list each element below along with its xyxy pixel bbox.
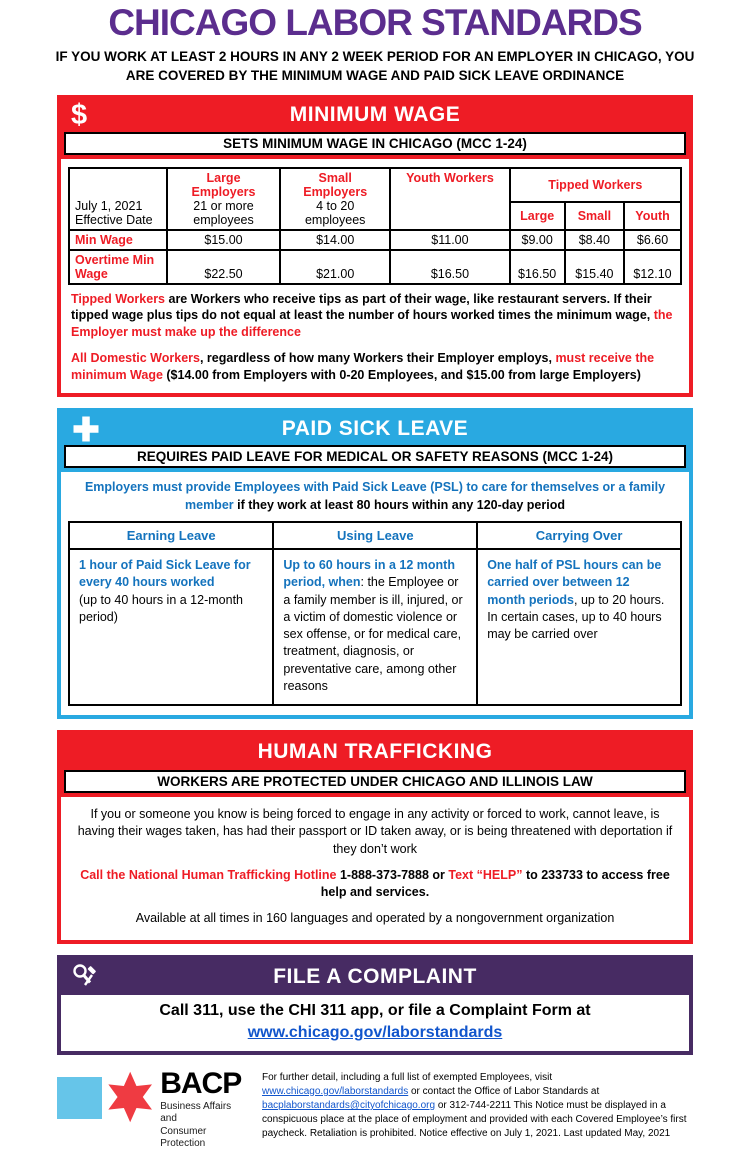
- bacp-tagline: Business Affairs and Consumer Protection: [160, 1100, 232, 1150]
- paid-sick-leave-heading: PAID SICK LEAVE: [281, 416, 469, 440]
- page-title: CHICAGO LABOR STANDARDS: [108, 2, 642, 43]
- footer-link-laborstandards[interactable]: www.chicago.gov/laborstandards: [262, 1085, 409, 1097]
- large-employers-header: Large Employers 21 or more employees: [167, 168, 280, 230]
- file-complaint-header: [61, 959, 689, 995]
- footer: [57, 1066, 693, 1151]
- ht-paragraph-3: Available at all times in 160 languages and operated by a nongovernment organization: [135, 911, 615, 926]
- psl-table: [68, 521, 682, 706]
- human-trafficking-header: [61, 734, 689, 770]
- ht-hotline-paragraph: Call the National Human Trafficking Hotline 1-888-373-7888 or Text “HELP” to 233733 to access free help and services.: [80, 867, 670, 900]
- chicago-star-icon: [104, 1069, 156, 1125]
- psl-intro: Employers must provide Employees with Paid Sick Leave (PSL) to care for themselves or a family member if they work at least 80 hours within any 120-day period: [84, 480, 666, 512]
- file-complaint-heading: FILE A COMPLAINT: [273, 964, 477, 988]
- tipped-workers-header: Tipped Workers: [510, 168, 681, 202]
- human-trafficking-section: [57, 730, 693, 944]
- dollar-icon: $: [71, 98, 88, 131]
- bacp-logo: [57, 1066, 248, 1151]
- human-trafficking-header-block: [61, 734, 689, 797]
- earning-leave-header: Earning Leave: [69, 522, 273, 549]
- min-wage-tipped-small: $8.40: [565, 230, 624, 250]
- page-subtitle: IF YOU WORK AT LEAST 2 HOURS IN ANY 2 WEEK PERIOD FOR AN EMPLOYER IN CHICAGO, YOU ARE COVERED BY THE MINIMUM WAGE AND PAID SICK LEAVE ORDINANCE: [55, 48, 695, 83]
- minimum-wage-table: [68, 167, 682, 285]
- medical-cross-icon: [71, 412, 101, 445]
- tipped-small-header: Small: [565, 202, 624, 230]
- using-leave-body: Up to 60 hours in a 12 month period, when: the Employee or a family member is ill, injured, or a victim of domestic violence or sex offense, or for medical care, treatment, diagnosis, or preventative care, among other reasons: [273, 549, 477, 705]
- overtime-tipped-small: $15.40: [565, 250, 624, 284]
- minimum-wage-subheading: SETS MINIMUM WAGE IN CHICAGO (MCC 1-24): [64, 132, 686, 155]
- human-trafficking-subheading: WORKERS ARE PROTECTED UNDER CHICAGO AND ILLINOIS LAW: [64, 770, 686, 793]
- min-wage-tipped-youth: $6.60: [624, 230, 681, 250]
- paid-sick-leave-header: [61, 412, 689, 445]
- youth-workers-header: Youth Workers: [390, 168, 509, 230]
- minimum-wage-heading: MINIMUM WAGE: [289, 103, 461, 127]
- tipped-youth-header: Youth: [624, 202, 681, 230]
- overtime-youth: $16.50: [390, 250, 509, 284]
- carrying-over-body: One half of PSL hours can be carried over between 12 month periods, up to 20 hours. In certain cases, up to 40 hours may be carried over: [477, 549, 681, 705]
- min-wage-tipped-large: $9.00: [510, 230, 565, 250]
- file-complaint-section: [57, 955, 693, 1055]
- tipped-large-header: Large: [510, 202, 565, 230]
- overtime-min-wage-row: [69, 250, 681, 284]
- domestic-workers-note: All Domestic Workers, regardless of how many Workers their Employer employs, must receive the minimum Wage ($14.00 from Employers with 0-20 Employees, and $15.00 from large Employers): [71, 351, 655, 382]
- complaint-link[interactable]: www.chicago.gov/laborstandards: [247, 1023, 503, 1041]
- min-wage-small: $14.00: [280, 230, 390, 250]
- ht-paragraph-1: If you or someone you know is being forced to engage in any activity or forced to work, cannot leave, is having their wages taken, has had their passport or ID taken away, or is being threatened with deportation if they don’t work: [77, 807, 673, 856]
- min-wage-label: Min Wage: [69, 230, 167, 250]
- min-wage-large: $15.00: [167, 230, 280, 250]
- overtime-small: $21.00: [280, 250, 390, 284]
- overtime-label: Overtime Min Wage: [69, 250, 167, 284]
- earning-leave-body: 1 hour of Paid Sick Leave for every 40 hours worked (up to 40 hours in a 12-month period): [69, 549, 273, 705]
- overtime-tipped-youth: $12.10: [624, 250, 681, 284]
- small-employers-header: Small Employers 4 to 20 employees: [280, 168, 390, 230]
- using-leave-header: Using Leave: [273, 522, 477, 549]
- paid-sick-leave-header-block: [61, 412, 689, 472]
- bacp-acronym: BACP: [160, 1066, 242, 1100]
- overtime-large: $22.50: [167, 250, 280, 284]
- tipped-workers-note: Tipped Workers are Workers who receive tips as part of their wage, like restaurant servers. If their tipped wage plus tips do not equal at least the number of hours worked times the minimum wage, the Employer must make up the difference: [71, 291, 673, 339]
- footer-fine-print: For further detail, including a full list of exempted Employees, visit www.chicago.gov/laborstandards or contact the Office of Labor Standards at bacplaborstandards@cityofchicago.org or 312-744-2211 This Notice must be displayed in a conspicuous place at the place of employment and provided with each Covered Employee’s first paycheck. Retaliation is prohibited. Notice effective on July 1, 2021. Last updated May, 2021: [262, 1071, 687, 1140]
- complaint-instructions: Call 311, use the CHI 311 app, or file a Complaint Form at: [159, 1001, 591, 1019]
- min-wage-youth: $11.00: [390, 230, 509, 250]
- min-wage-row: [69, 230, 681, 250]
- overtime-tipped-large: $16.50: [510, 250, 565, 284]
- minimum-wage-header: [61, 99, 689, 132]
- human-trafficking-heading: HUMAN TRAFFICKING: [257, 740, 493, 764]
- file-complaint-body: [61, 995, 689, 1051]
- minimum-wage-section: [57, 95, 693, 398]
- footer-link-email[interactable]: bacplaborstandards@cityofchicago.org: [262, 1100, 436, 1111]
- paid-sick-leave-section: [57, 408, 693, 719]
- effective-date-cell: July 1, 2021 Effective Date: [69, 168, 167, 230]
- paid-sick-leave-subheading: REQUIRES PAID LEAVE FOR MEDICAL OR SAFETY REASONS (MCC 1-24): [64, 445, 686, 468]
- minimum-wage-header-block: [61, 99, 689, 159]
- magnifier-gavel-icon: [71, 959, 99, 995]
- chicago-flag-square-icon: [57, 1077, 102, 1119]
- bacp-logo-text: [160, 1066, 248, 1151]
- carrying-over-header: Carrying Over: [477, 522, 681, 549]
